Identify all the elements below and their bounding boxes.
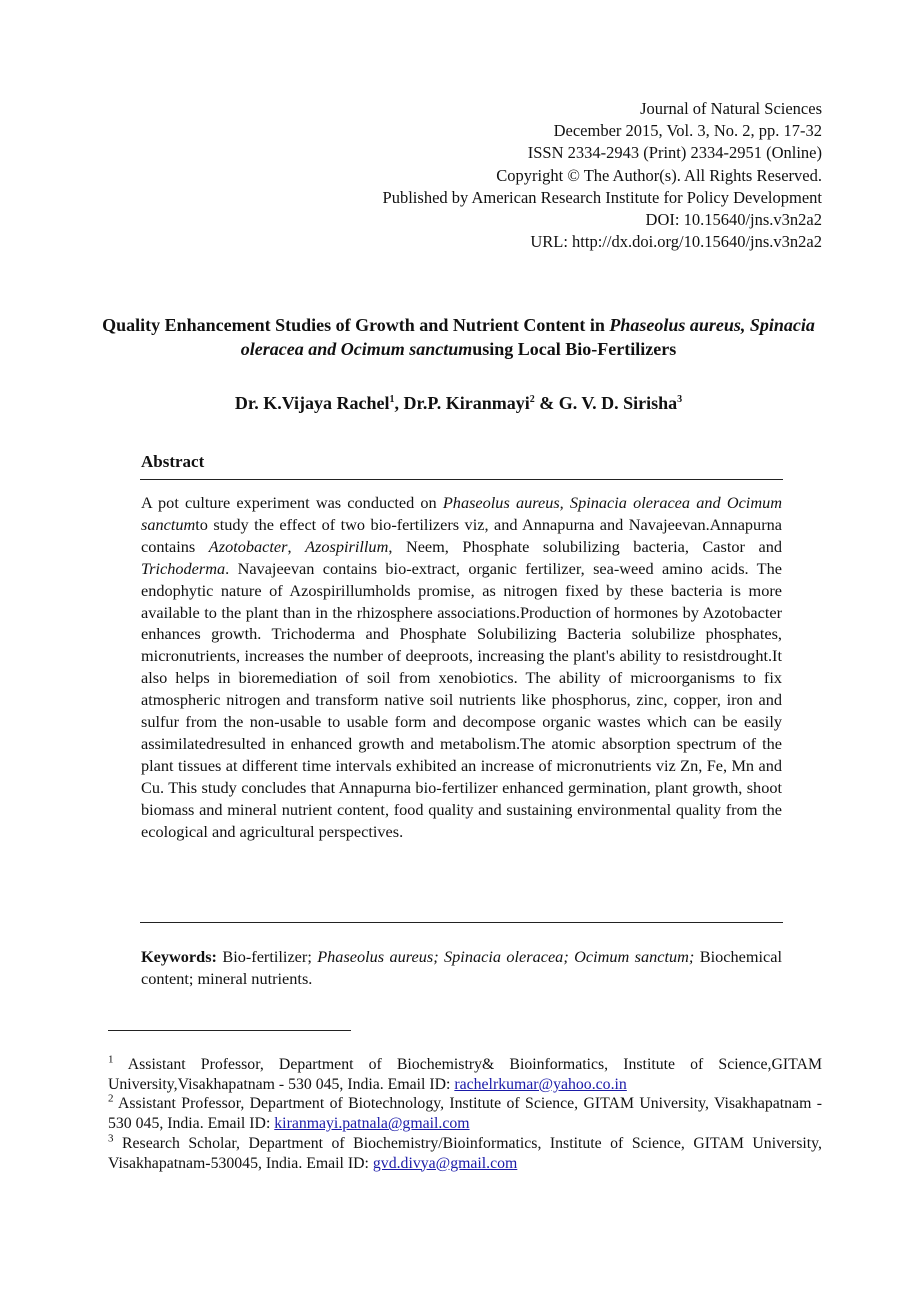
title-text-end: using Local Bio-Fertilizers bbox=[472, 339, 677, 359]
author-affiliation-mark: 2 bbox=[529, 394, 535, 405]
abstract-text: , Neem, Phosphate solubilizing bacteria, Castor and bbox=[388, 536, 782, 556]
author-name: Dr.P. Kiranmayi bbox=[403, 393, 530, 413]
abstract-text: , bbox=[287, 536, 306, 556]
email-link[interactable]: gvd.divya@gmail.com bbox=[372, 1154, 518, 1172]
abstract-genus: Azospirillum bbox=[305, 536, 389, 556]
abstract-text: A pot culture experiment was conducted on bbox=[141, 493, 443, 512]
abstract-body bbox=[141, 492, 782, 843]
issn: ISSN 2334-2943 (Print) 2334-2951 (Online) bbox=[527, 143, 822, 163]
footnotes bbox=[108, 1055, 822, 1173]
doi: DOI: 10.15640/jns.v3n2a2 bbox=[645, 210, 822, 230]
footnote bbox=[108, 1094, 822, 1133]
title-text: Quality Enhancement Studies of Growth and Nutrient Content in bbox=[102, 315, 610, 335]
keywords-species: Phaseolus aureus; Spinacia oleracea; Ocimum sanctum; bbox=[317, 947, 695, 966]
copyright: Copyright © The Author(s). All Rights Reserved. bbox=[496, 165, 822, 185]
footnote-text: Assistant Professor, Department of Biotechnology, Institute of Science, GITAM University, Visakhapatnam - 530 045, India. Email ID: bbox=[108, 1095, 822, 1133]
abstract-species: Phaseolus aureus, Spinacia oleracea and Ocimum sanctum bbox=[141, 493, 782, 534]
paper-title bbox=[100, 313, 817, 361]
abstract-heading: Abstract bbox=[141, 452, 205, 471]
footnote-number: 3 bbox=[108, 1132, 114, 1145]
journal-name: Journal of Natural Sciences bbox=[640, 99, 822, 118]
abstract-text: . Navajeevan contains bio-extract, organic fertilizer, sea-weed amino acids. The endophytic nature of Azospirillumholds promise, as nitrogen fixed by these bacteria is more available to the plant than in the rhizosphere associations.Production of hormones by Azotobacter enhances growth. Trichoderma and Phosphate Solubilizing Bacteria solubilize phosphates, micronutrients, increases the number of deeproots, increasing the plant's ability to resistdrought.It also helps in bioremediation of soil from xenobiotics. The ability of microorganisms to fix atmospheric nitrogen and transform native soil nutrients like phosphorus, zinc, copper, iron and sulfur from the non-usable to usable form and decompose organic wastes which can be easily assimilatedresulted in enhanced growth and metabolism.The atomic absorption spectrum of the plant tissues at different time intervals exhibited an increase of micronutrients viz Zn, Fe, Mn and Cu. This study concludes that Annapurna bio-fertilizer enhanced germination, plant growth, shoot biomass and mineral nutrient content, food quality and sustaining environmental quality from the ecological and agricultural perspectives. bbox=[141, 558, 782, 841]
author-name: Dr. K.Vijaya Rachel bbox=[234, 393, 390, 413]
journal-masthead bbox=[383, 98, 822, 253]
footnote-separator bbox=[108, 1030, 351, 1031]
author-list bbox=[100, 393, 817, 414]
issue-info: December 2015, Vol. 3, No. 2, pp. 17-32 bbox=[553, 121, 822, 141]
footnote bbox=[108, 1055, 822, 1094]
keywords bbox=[141, 946, 782, 990]
abstract-top-rule bbox=[140, 479, 783, 480]
abstract-genus: Trichoderma bbox=[141, 558, 226, 578]
author-name: G. V. D. Sirisha bbox=[558, 393, 678, 413]
email-link[interactable]: rachelrkumar@yahoo.co.in bbox=[454, 1075, 627, 1093]
email-link[interactable]: kiranmayi.patnala@gmail.com bbox=[274, 1115, 470, 1133]
author-separator: , bbox=[394, 393, 404, 413]
abstract-text: to study the effect of two bio-fertilizers viz, and Annapurna and Navajeevan.Annapurna contains bbox=[141, 514, 782, 556]
author-separator: & bbox=[534, 393, 559, 413]
author-affiliation-mark: 3 bbox=[677, 394, 683, 405]
abstract-genus: Azotobacter bbox=[208, 536, 288, 556]
footnote-number: 2 bbox=[108, 1093, 114, 1106]
keywords-text: Bio-fertilizer; bbox=[216, 947, 318, 966]
abstract-bottom-rule bbox=[140, 922, 783, 923]
article-url: URL: http://dx.doi.org/10.15640/jns.v3n2a2 bbox=[530, 232, 822, 252]
title-species: Phaseolus aureus, Spinacia oleracea and Ocimum sanctum bbox=[240, 315, 815, 359]
footnote-text: Assistant Professor, Department of Biochemistry& Bioinformatics, Institute of Science,GITAM University,Visakhapatnam - 530 045, India. Email ID: bbox=[108, 1056, 822, 1093]
footnote bbox=[108, 1134, 822, 1173]
author-affiliation-mark: 1 bbox=[389, 394, 395, 405]
keywords-text: Biochemical content; mineral nutrients. bbox=[141, 947, 782, 988]
footnote-number: 1 bbox=[108, 1053, 114, 1066]
publisher: Published by American Research Institute for Policy Development bbox=[382, 187, 822, 207]
footnote-text: Research Scholar, Department of Biochemistry/Bioinformatics, Institute of Science, GITAM University, Visakhapatnam-530045, India. Email ID: bbox=[108, 1134, 822, 1172]
keywords-label: Keywords: bbox=[141, 947, 217, 966]
